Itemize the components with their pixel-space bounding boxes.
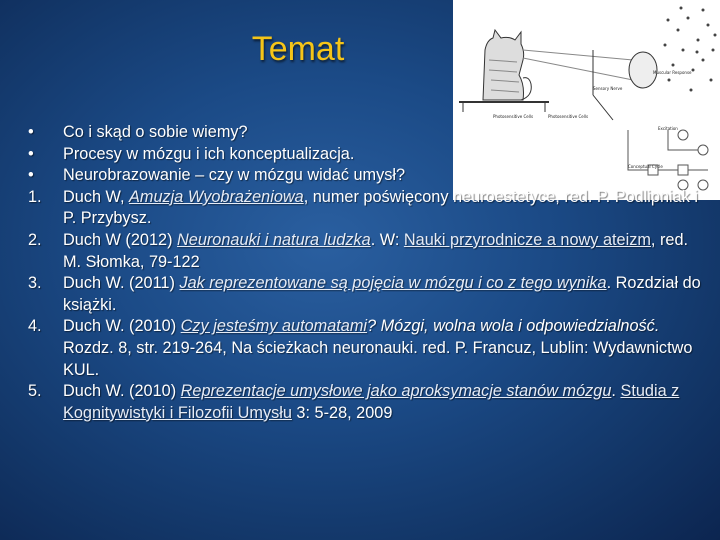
- reference-item-3: [28, 273, 708, 316]
- diagram-label-4: Photosensitive Cells: [548, 114, 589, 119]
- reference-details: 3: 5-28, 2009: [291, 403, 393, 422]
- bullet-marker: •: [28, 123, 34, 141]
- reference-number: 2.: [28, 230, 42, 249]
- reference-text: [63, 316, 708, 381]
- reference-number: 1.: [28, 187, 42, 206]
- reference-link[interactable]: Neuronauki i natura ludzka: [177, 230, 371, 249]
- reference-item-4: [28, 316, 708, 381]
- reference-text: [63, 187, 708, 230]
- reference-item-2: [28, 230, 708, 273]
- reference-link[interactable]: Amuzja Wyobrażeniowa: [129, 187, 304, 206]
- reference-item-1: [28, 187, 708, 230]
- reference-author: Duch W (2012): [63, 230, 178, 249]
- neuron-cloud: [664, 7, 717, 92]
- reference-link[interactable]: Reprezentacje umysłowe jako aproksymacje stanów mózgu: [180, 382, 612, 401]
- reference-details: Rozdz. 8, str. 219-264, Na ścieżkach neuronauki. red. P. Francuz, Lublin: Wydawnictwo KUL.: [63, 338, 693, 379]
- slide-title: Temat: [251, 30, 345, 68]
- reference-link[interactable]: Czy jesteśmy automatami: [180, 317, 368, 336]
- reference-author: Duch W. (2010): [63, 317, 181, 336]
- bullet-marker: •: [28, 166, 34, 185]
- content-list: [28, 122, 708, 424]
- reference-item-5: [28, 381, 708, 424]
- bullet-item: [28, 122, 708, 144]
- bullet-item: [28, 144, 708, 166]
- reference-text: [63, 273, 708, 316]
- reference-author: Duch W. (2011): [63, 274, 180, 293]
- reference-details: .: [611, 382, 621, 401]
- reference-link[interactable]: Jak reprezentowane są pojęcia w mózgu i co z tego wynika: [179, 274, 607, 293]
- reference-details: , numer poświęcony neuroestetyce, red. P. Podlipniak i P. Przybysz.: [63, 187, 698, 228]
- bullet-text: Co i skąd o sobie wiemy?: [63, 123, 248, 141]
- reference-number: 3.: [28, 274, 42, 293]
- diagram-label-5: Excitation: [658, 126, 678, 131]
- diagram-label-3: Photosensitive Cells: [493, 114, 534, 119]
- reference-link[interactable]: Nauki przyrodnicze a nowy ateizm: [403, 230, 651, 249]
- reference-details: . W:: [370, 230, 404, 249]
- reference-author: Duch W,: [63, 187, 130, 206]
- bullet-marker: •: [28, 144, 34, 163]
- bullet-text: Neurobrazowanie – czy w mózgu widać umysł?: [63, 166, 406, 185]
- diagram-label-1: Muscular Response: [653, 70, 692, 75]
- reference-number: 4.: [28, 317, 42, 336]
- reference-text: [63, 230, 708, 273]
- reference-link[interactable]: Studia z Kognitywistyki i Filozofii Umysłu: [63, 382, 680, 422]
- reference-number: 5.: [28, 382, 42, 401]
- reference-details: . Rozdział do książki.: [63, 274, 701, 314]
- eye-lens: [523, 50, 657, 120]
- bullet-text: Procesy w mózgu i ich konceptualizacja.: [63, 144, 355, 163]
- reference-text: [63, 381, 708, 424]
- cat-drawing: [459, 30, 549, 112]
- diagram-label-6: Conceptual Cycle: [628, 164, 663, 169]
- diagram-label-2: Sensory Nerve: [593, 86, 623, 91]
- bullet-item: [28, 165, 708, 187]
- reference-author: Duch W. (2010): [63, 382, 181, 401]
- reference-details: , red. M. Słomka, 79-122: [63, 230, 689, 271]
- reference-subtitle: ? Mózgi, wolna wola i odpowiedzialność.: [367, 317, 660, 336]
